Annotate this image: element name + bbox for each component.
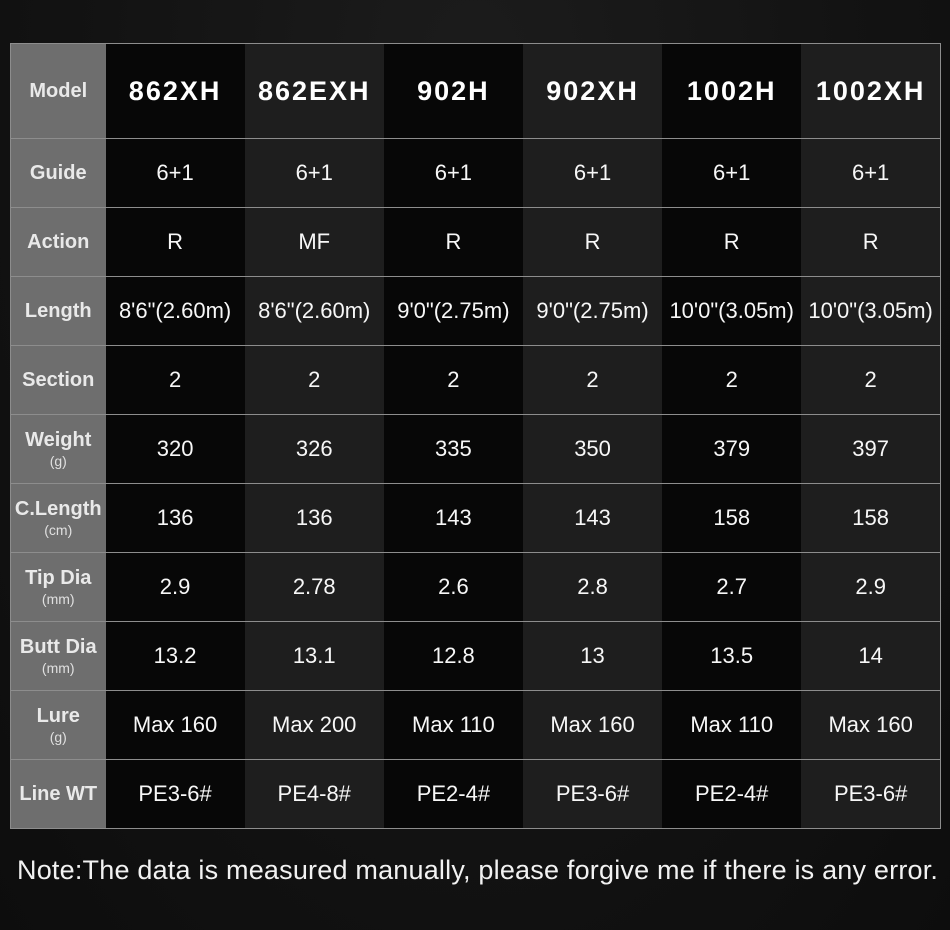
row-label-lure: Lure (g) bbox=[11, 691, 106, 760]
cell-lure-902h: Max 110 bbox=[384, 691, 523, 760]
cell-weight-862exh: 326 bbox=[245, 415, 384, 484]
row-label-guide: Guide bbox=[11, 139, 106, 208]
cell-tip-dia-1002xh: 2.9 bbox=[801, 553, 940, 622]
row-label-weight: Weight (g) bbox=[11, 415, 106, 484]
row-label-tip-dia: Tip Dia (mm) bbox=[11, 553, 106, 622]
spec-table bbox=[10, 43, 941, 829]
cell-section-862exh: 2 bbox=[245, 346, 384, 415]
table-row-length bbox=[11, 277, 941, 346]
cell-action-1002xh: R bbox=[801, 208, 940, 277]
cell-guide-902h: 6+1 bbox=[384, 139, 523, 208]
cell-butt-dia-1002xh: 14 bbox=[801, 622, 940, 691]
cell-section-1002h: 2 bbox=[662, 346, 801, 415]
row-label-action: Action bbox=[11, 208, 106, 277]
table-row-action bbox=[11, 208, 941, 277]
cell-guide-1002xh: 6+1 bbox=[801, 139, 940, 208]
row-label-butt-dia: Butt Dia (mm) bbox=[11, 622, 106, 691]
cell-line-wt-862exh: PE4-8# bbox=[245, 760, 384, 829]
cell-length-1002xh: 10'0"(3.05m) bbox=[801, 277, 940, 346]
cell-guide-862exh: 6+1 bbox=[245, 139, 384, 208]
corner-label-model: Model bbox=[11, 44, 106, 139]
cell-butt-dia-1002h: 13.5 bbox=[662, 622, 801, 691]
row-label-line-wt: Line WT bbox=[11, 760, 106, 829]
table-row-section bbox=[11, 346, 941, 415]
cell-lure-862xh: Max 160 bbox=[106, 691, 245, 760]
model-header-902h: 902H bbox=[384, 44, 523, 139]
cell-weight-902xh: 350 bbox=[523, 415, 662, 484]
table-row-butt-dia bbox=[11, 622, 941, 691]
row-unit-lure: (g) bbox=[49, 728, 67, 745]
table-row-weight bbox=[11, 415, 941, 484]
cell-c-length-902xh: 143 bbox=[523, 484, 662, 553]
row-unit-weight: (g) bbox=[49, 452, 67, 469]
model-header-902xh: 902XH bbox=[523, 44, 662, 139]
note-text: Note:The data is measured manually, please forgive me if there is any error. bbox=[17, 855, 939, 885]
cell-length-862xh: 8'6"(2.60m) bbox=[106, 277, 245, 346]
cell-section-902xh: 2 bbox=[523, 346, 662, 415]
cell-tip-dia-862exh: 2.78 bbox=[245, 553, 384, 622]
model-header-862exh: 862EXH bbox=[245, 44, 384, 139]
table-row-lure bbox=[11, 691, 941, 760]
cell-length-862exh: 8'6"(2.60m) bbox=[245, 277, 384, 346]
cell-lure-1002h: Max 110 bbox=[662, 691, 801, 760]
table-row-guide bbox=[11, 139, 941, 208]
cell-butt-dia-862xh: 13.2 bbox=[106, 622, 245, 691]
row-label-section: Section bbox=[11, 346, 106, 415]
cell-length-1002h: 10'0"(3.05m) bbox=[662, 277, 801, 346]
cell-butt-dia-862exh: 13.1 bbox=[245, 622, 384, 691]
table-row-tip-dia bbox=[11, 553, 941, 622]
cell-tip-dia-902h: 2.6 bbox=[384, 553, 523, 622]
cell-c-length-862xh: 136 bbox=[106, 484, 245, 553]
cell-line-wt-1002h: PE2-4# bbox=[662, 760, 801, 829]
cell-action-902h: R bbox=[384, 208, 523, 277]
cell-guide-902xh: 6+1 bbox=[523, 139, 662, 208]
header-row bbox=[11, 44, 941, 139]
cell-tip-dia-902xh: 2.8 bbox=[523, 553, 662, 622]
cell-lure-862exh: Max 200 bbox=[245, 691, 384, 760]
cell-weight-1002xh: 397 bbox=[801, 415, 940, 484]
cell-c-length-1002h: 158 bbox=[662, 484, 801, 553]
cell-c-length-902h: 143 bbox=[384, 484, 523, 553]
cell-lure-1002xh: Max 160 bbox=[801, 691, 940, 760]
row-unit-tip-dia: (mm) bbox=[41, 590, 75, 607]
row-unit-c-length: (cm) bbox=[44, 521, 73, 538]
cell-weight-1002h: 379 bbox=[662, 415, 801, 484]
cell-c-length-862exh: 136 bbox=[245, 484, 384, 553]
cell-action-1002h: R bbox=[662, 208, 801, 277]
cell-line-wt-1002xh: PE3-6# bbox=[801, 760, 940, 829]
row-label-c-length: C.Length (cm) bbox=[11, 484, 106, 553]
model-header-1002xh: 1002XH bbox=[801, 44, 940, 139]
model-header-862xh: 862XH bbox=[106, 44, 245, 139]
cell-guide-1002h: 6+1 bbox=[662, 139, 801, 208]
cell-section-1002xh: 2 bbox=[801, 346, 940, 415]
cell-section-862xh: 2 bbox=[106, 346, 245, 415]
cell-action-862exh: MF bbox=[245, 208, 384, 277]
cell-line-wt-902h: PE2-4# bbox=[384, 760, 523, 829]
cell-butt-dia-902h: 12.8 bbox=[384, 622, 523, 691]
cell-section-902h: 2 bbox=[384, 346, 523, 415]
cell-line-wt-902xh: PE3-6# bbox=[523, 760, 662, 829]
cell-tip-dia-1002h: 2.7 bbox=[662, 553, 801, 622]
cell-weight-862xh: 320 bbox=[106, 415, 245, 484]
cell-guide-862xh: 6+1 bbox=[106, 139, 245, 208]
cell-weight-902h: 335 bbox=[384, 415, 523, 484]
table-row-line-wt bbox=[11, 760, 941, 829]
cell-lure-902xh: Max 160 bbox=[523, 691, 662, 760]
row-label-length: Length bbox=[11, 277, 106, 346]
cell-tip-dia-862xh: 2.9 bbox=[106, 553, 245, 622]
cell-length-902h: 9'0"(2.75m) bbox=[384, 277, 523, 346]
cell-action-862xh: R bbox=[106, 208, 245, 277]
row-unit-butt-dia: (mm) bbox=[41, 659, 75, 676]
cell-line-wt-862xh: PE3-6# bbox=[106, 760, 245, 829]
cell-butt-dia-902xh: 13 bbox=[523, 622, 662, 691]
cell-length-902xh: 9'0"(2.75m) bbox=[523, 277, 662, 346]
table-row-c-length bbox=[11, 484, 941, 553]
model-header-1002h: 1002H bbox=[662, 44, 801, 139]
cell-c-length-1002xh: 158 bbox=[801, 484, 940, 553]
cell-action-902xh: R bbox=[523, 208, 662, 277]
